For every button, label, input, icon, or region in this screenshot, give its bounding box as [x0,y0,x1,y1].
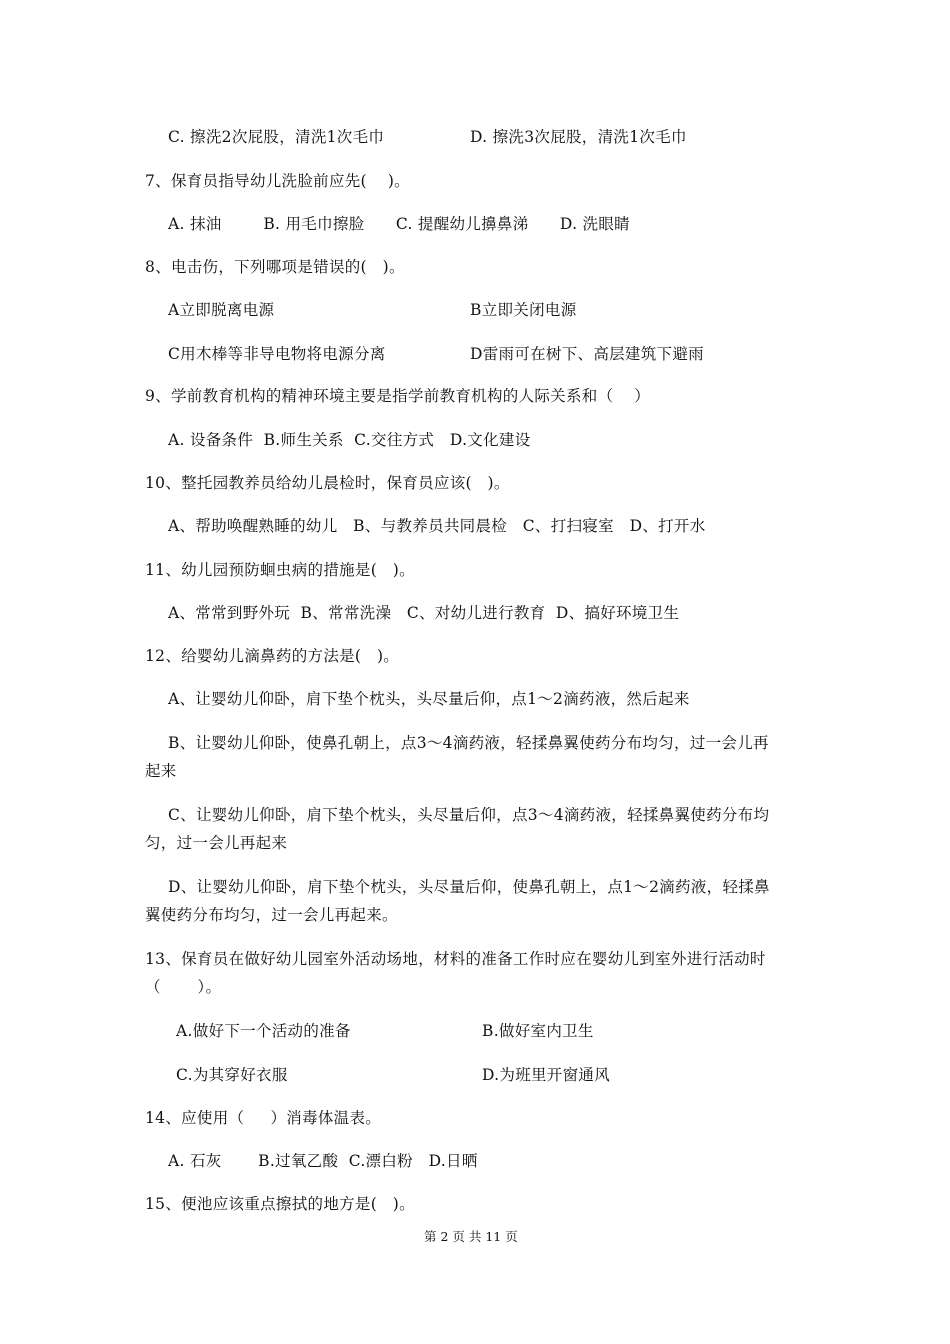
question-12-option-b-cont: 起来 [145,762,177,780]
question-14: 14、应使用（ ）消毒体温表。 [145,1109,382,1127]
question-11-options: A、常常到野外玩 B、常常洗澡 C、对幼儿进行教育 D、搞好环境卫生 [168,604,680,622]
question-15: 15、便池应该重点擦拭的地方是( )。 [145,1195,415,1213]
question-12-option-d-cont: 翼使药分布均匀，过一会儿再起来。 [145,906,398,924]
question-8: 8、电击伤，下列哪项是错误的( )。 [145,258,405,276]
question-12-option-a: A、让婴幼儿仰卧，肩下垫个枕头，头尽量后仰，点1～2滴药液，然后起来 [168,690,690,708]
question-7-options: A. 抹油 B. 用毛巾擦脸 C. 提醒幼儿擤鼻涕 D. 洗眼睛 [168,215,630,233]
question-9: 9、学前教育机构的精神环境主要是指学前教育机构的人际关系和（ ） [145,387,651,405]
question-12-option-b: B、让婴幼儿仰卧，使鼻孔朝上，点3～4滴药液，轻揉鼻翼使药分布均匀，过一会儿再 [168,734,769,752]
question-7: 7、保育员指导幼儿洗脸前应先( )。 [145,172,410,190]
question-10-options: A、帮助唤醒熟睡的幼儿 B、与教养员共同晨检 C、打扫寝室 D、打开水 [168,517,706,535]
q6-option-d: D. 擦洗3次屁股，清洗1次毛巾 [470,128,687,146]
question-12-option-c: C、让婴幼儿仰卧，肩下垫个枕头，头尽量后仰，点3～4滴药液，轻揉鼻翼使药分布均 [168,806,770,824]
question-12-option-d: D、让婴幼儿仰卧，肩下垫个枕头，头尽量后仰，使鼻孔朝上，点1～2滴药液，轻揉鼻 [168,878,770,896]
question-12: 12、给婴幼儿滴鼻药的方法是( )。 [145,647,400,665]
question-8-option-a: A立即脱离电源 [168,301,275,319]
question-13-option-b: B.做好室内卫生 [482,1022,594,1040]
question-11: 11、幼儿园预防蛔虫病的措施是( )。 [145,561,415,579]
question-13-option-a: A.做好下一个活动的准备 [176,1022,351,1040]
question-10: 10、整托园教养员给幼儿晨检时，保育员应该( )。 [145,474,510,492]
question-13-option-c: C.为其穿好衣服 [176,1066,288,1084]
question-13: 13、保育员在做好幼儿园室外活动场地，材料的准备工作时应在婴幼儿到室外进行活动时 [145,950,766,968]
question-8-option-b: B立即关闭电源 [470,301,577,319]
question-13-cont: （ ）。 [145,978,222,996]
question-13-option-d: D.为班里开窗通风 [482,1066,611,1084]
question-8-option-c: C用木棒等非导电物将电源分离 [168,345,386,363]
page-footer: 第 2 页 共 11 页 [424,1229,518,1244]
q6-option-c: C. 擦洗2次屁股，清洗1次毛巾 [168,128,385,146]
question-8-option-d: D雷雨可在树下、高层建筑下避雨 [470,345,704,363]
question-14-options: A. 石灰 B.过氧乙酸 C.漂白粉 D.日晒 [168,1152,478,1170]
question-12-option-c-cont: 匀，过一会儿再起来 [145,834,288,852]
question-9-options: A. 设备条件 B.师生关系 C.交往方式 D.文化建设 [168,431,531,449]
